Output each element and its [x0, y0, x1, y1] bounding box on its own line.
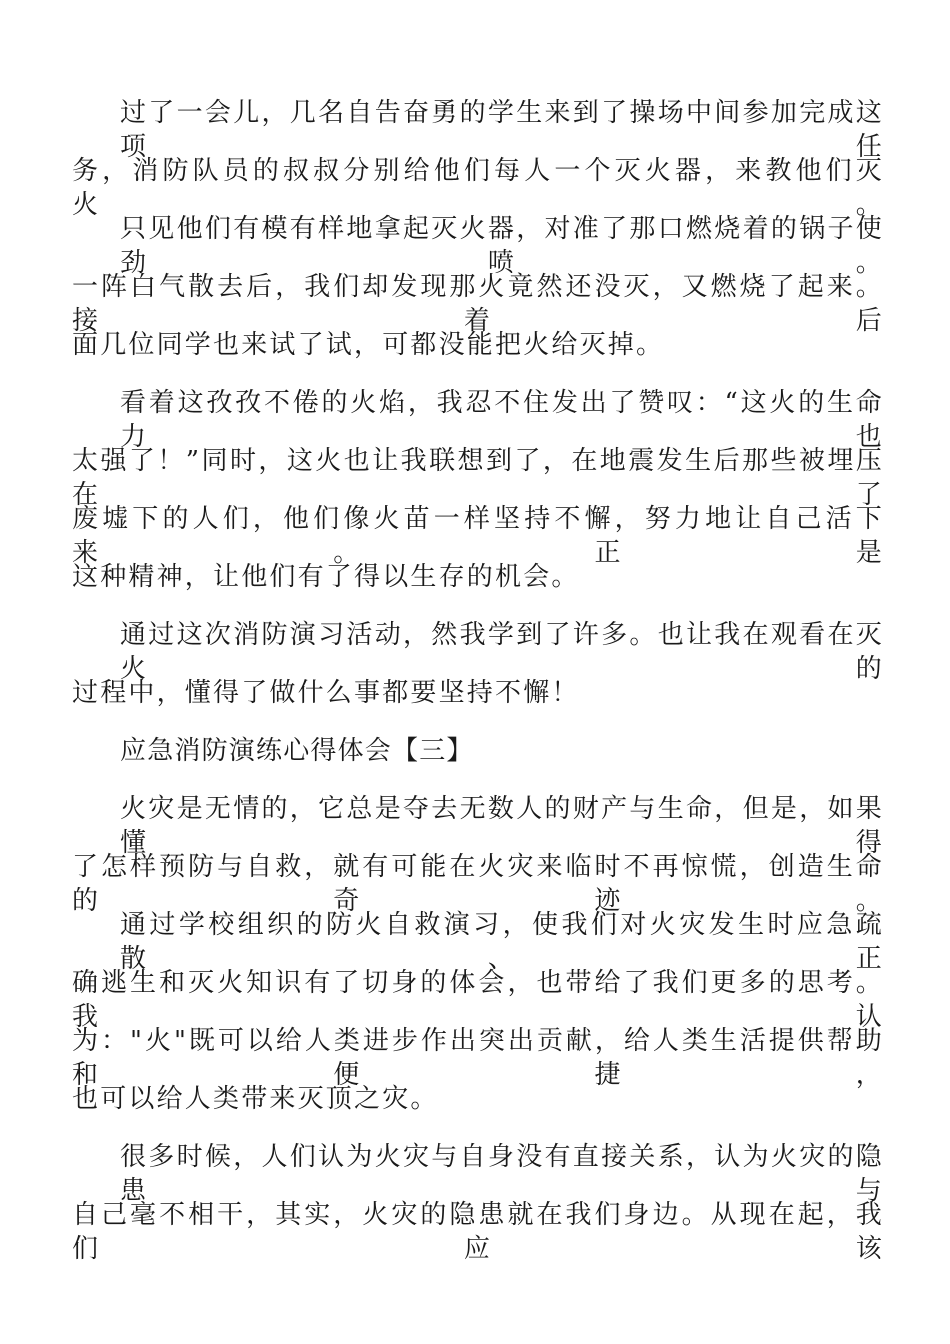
paragraph-line: 过程中，懂得了做什么事都要坚持不懈！ — [72, 678, 580, 708]
paragraph-line: 很多时候，人们认为火灾与自身没有直接关系，认为火灾的隐患与 — [120, 1142, 884, 1206]
paragraph-line: 只见他们有模有样地拿起灭火器，对准了那口燃烧着的锅子使劲喷。 — [120, 214, 884, 278]
paragraph-line: 通过这次消防演习活动，然我学到了许多。也让我在观看在灭火的 — [120, 620, 884, 684]
paragraph-line: 太强了！”同时，这火也让我联想到了，在地震发生后那些被埋压在了 — [72, 446, 884, 510]
paragraph-line: 也可以给人类带来灭顶之灾。 — [72, 1084, 439, 1114]
paragraph-line: 火灾是无情的，它总是夺去无数人的财产与生命，但是，如果懂得 — [120, 794, 884, 858]
paragraph-line: 废墟下的人们，他们像火苗一样坚持不懈，努力地让自己活下来。正是 — [72, 504, 884, 568]
paragraph-line: 面几位同学也来试了试，可都没能把火给灭掉。 — [72, 330, 665, 360]
paragraph-line: 自己毫不相干，其实，火灾的隐患就在我们身边。从现在起，我们应该 — [72, 1200, 884, 1264]
paragraph-line: 务，消防队员的叔叔分别给他们每人一个灭火器，来教他们灭火。 — [72, 156, 884, 220]
paragraph-line: 通过学校组织的防火自救演习，使我们对火灾发生时应急疏散、正 — [120, 910, 884, 974]
paragraph-line: 过了一会儿，几名自告奋勇的学生来到了操场中间参加完成这项任 — [120, 98, 884, 162]
paragraph-line: 看着这孜孜不倦的火焰，我忍不住发出了赞叹：“这火的生命力也 — [120, 388, 884, 452]
paragraph-line: 为："火"既可以给人类进步作出突出贡献，给人类生活提供帮助和便捷， — [72, 1026, 884, 1090]
section-heading: 应急消防演练心得体会【三】 — [120, 736, 474, 766]
paragraph-line: 这种精神，让他们有了得以生存的机会。 — [72, 562, 580, 592]
paragraph-line: 确逃生和灭火知识有了切身的体会，也带给了我们更多的思考。我认 — [72, 968, 884, 1032]
paragraph-line: 一阵白气散去后，我们却发现那火竟然还没灭，又燃烧了起来。接着后 — [72, 272, 884, 336]
paragraph-line: 了怎样预防与自救，就有可能在火灾来临时不再惊慌，创造生命的奇迹。 — [72, 852, 884, 916]
